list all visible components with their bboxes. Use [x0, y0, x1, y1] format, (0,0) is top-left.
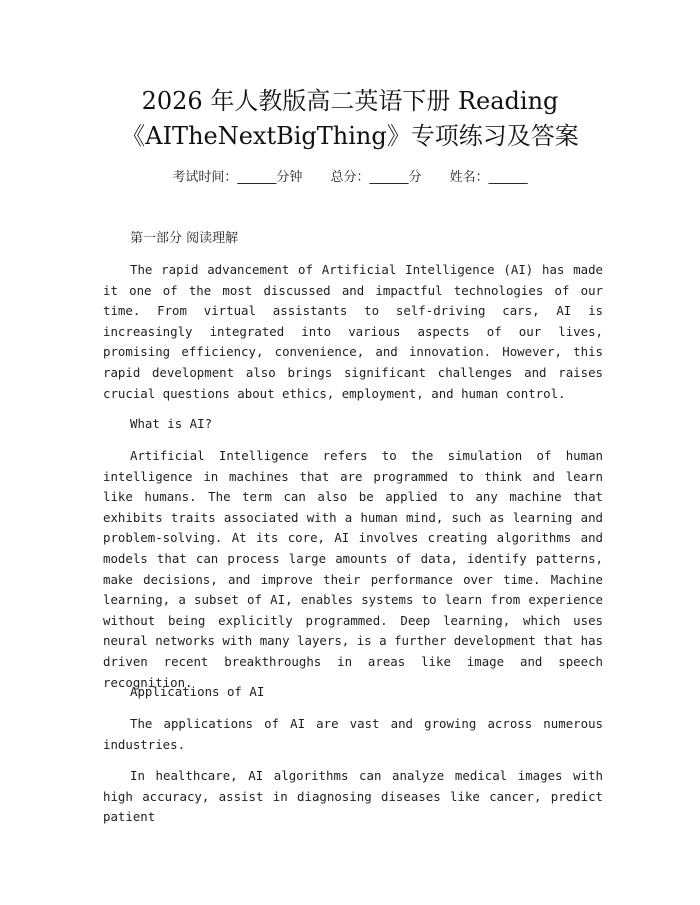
exam-meta [0, 168, 700, 188]
paragraph-healthcare: In healthcare, AI algorithms can analyze medical images with high accuracy, assist in diagnosing diseases like cancer, predict patient [103, 768, 603, 825]
section-heading: 第一部分 阅读理解 [130, 231, 239, 246]
heading-applications: Applications of AI [130, 684, 265, 699]
paragraph-intro: The rapid advancement of Artificial Intelligence (AI) has made it one of the most discussed and impactful technologies of our time. From virtual assistants to self-driving cars, AI is increasingly integrated into various aspects of our lives, promising efficiency, convenience, and innovation. However, this rapid development also brings significant challenges and raises crucial questions about ethics, employment, and human control. [103, 262, 603, 401]
document-title-line2: 《AITheNextBigThing》专项练习及答案 [121, 122, 579, 150]
paragraph-what-is-ai: Artificial Intelligence refers to the simulation of human intelligence in machines that are programmed to think and learn like humans. The term can also be applied to any machine that exhibits traits associated with a human mind, such as learning and problem-solving. At its core, AI involves creating algorithms and models that can process large amounts of data, identify patterns, make decisions, and improve their performance over time. Machine learning, a subset of AI, enables systems to learn from experience without being explicitly programmed. Deep learning, which uses neural networks with many layers, is a further development that has driven recent breakthroughs in areas like image and speech recognition. [103, 448, 603, 690]
exam-score: 总分：______分 [330, 170, 422, 185]
paragraph-applications: The applications of AI are vast and growing across numerous industries. [103, 716, 603, 752]
heading-what-is-ai: What is AI? [130, 416, 213, 431]
exam-time: 考试时间：______分钟 [172, 170, 303, 185]
document-title-line1: 2026 年人教版高二英语下册 Reading [141, 87, 559, 115]
exam-name: 姓名：______ [449, 170, 528, 185]
